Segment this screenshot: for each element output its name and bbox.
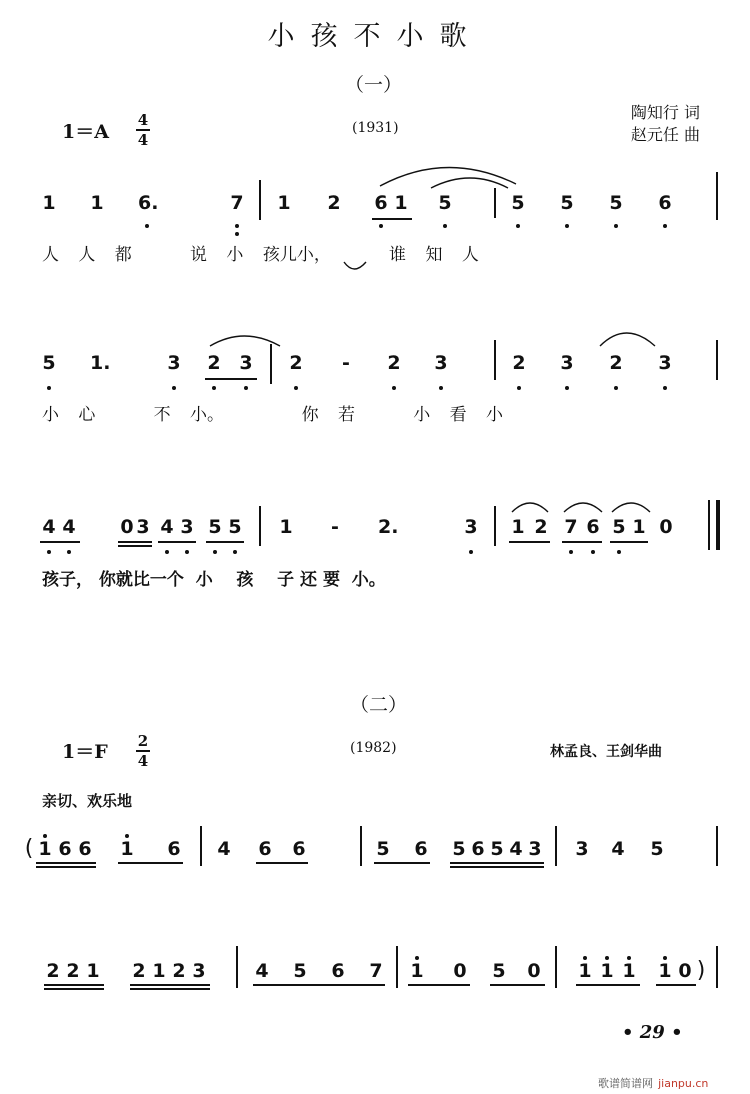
note: 5 (452, 838, 466, 860)
octave-dot (614, 386, 618, 390)
note: 1 (658, 960, 672, 982)
composer-credit: 赵元任 曲 (630, 125, 700, 144)
octave-dot-high (605, 956, 609, 960)
octave-dot (47, 550, 51, 554)
octave-dot-high (583, 956, 587, 960)
watermark (598, 1072, 708, 1091)
octave-dot (663, 224, 667, 228)
octave-dot (233, 550, 237, 554)
note: 1. (90, 352, 111, 374)
note: 4 (217, 838, 231, 860)
slur (512, 503, 548, 512)
note: 1 (578, 960, 592, 982)
note: 5 (438, 192, 452, 214)
note: 2 (512, 352, 526, 374)
note: 5 (490, 838, 504, 860)
note: 0 (120, 516, 134, 538)
note: 2. (378, 516, 399, 538)
note: - (342, 352, 350, 374)
octave-dot (614, 224, 618, 228)
note: 3 (167, 352, 181, 374)
note: 0 (453, 960, 467, 982)
octave-dot (439, 386, 443, 390)
note: 0 (527, 960, 541, 982)
note: 2 (534, 516, 548, 538)
note: 6 (58, 838, 72, 860)
slur (431, 178, 508, 188)
octave-dot (235, 232, 239, 236)
octave-dot (392, 386, 396, 390)
note: 1 (120, 838, 134, 860)
note: 3 (575, 838, 589, 860)
note: 6 (374, 192, 388, 214)
note: 1 (410, 960, 424, 982)
note: 1 (86, 960, 100, 982)
note: 1 (600, 960, 614, 982)
note: 5 (376, 838, 390, 860)
note: 1 (152, 960, 166, 982)
octave-dot (185, 550, 189, 554)
lyricist-credit: 陶知行 词 (630, 103, 700, 122)
note: 2 (289, 352, 303, 374)
note: 4 (62, 516, 76, 538)
note: 5 (228, 516, 242, 538)
slur (612, 503, 650, 512)
octave-dot (244, 386, 248, 390)
note: 1 (279, 516, 293, 538)
key-signature-2: 1＝F (62, 741, 108, 763)
note: 1 (38, 838, 52, 860)
note: 6 (331, 960, 345, 982)
key-signature-1: 1＝A (62, 121, 109, 143)
octave-dot (565, 386, 569, 390)
note: 3 (192, 960, 206, 982)
octave-dot (379, 224, 383, 228)
note: 1 (394, 192, 408, 214)
note: 5 (42, 352, 56, 374)
note: 4 (611, 838, 625, 860)
note: 7 (564, 516, 578, 538)
watermark-url: jianpu.cn (658, 1077, 709, 1090)
note: 3 (560, 352, 574, 374)
octave-dot (591, 550, 595, 554)
note: 5 (208, 516, 222, 538)
slur (564, 503, 602, 512)
note: 1 (277, 192, 291, 214)
octave-dot (294, 386, 298, 390)
note: 5 (511, 192, 525, 214)
slur (210, 336, 280, 346)
repeat-close-paren: ) (696, 958, 706, 983)
note: 5 (293, 960, 307, 982)
octave-dot-high (663, 956, 667, 960)
octave-dot (212, 386, 216, 390)
octave-dot-high (415, 956, 419, 960)
octave-dot (516, 224, 520, 228)
note: 4 (255, 960, 269, 982)
note: 3 (136, 516, 150, 538)
note: 6. (138, 192, 159, 214)
octave-dot (165, 550, 169, 554)
octave-dot-high (627, 956, 631, 960)
note: 5 (560, 192, 574, 214)
time-bottom-2: 4 (137, 752, 149, 770)
note: 4 (509, 838, 523, 860)
note: 6 (167, 838, 181, 860)
octave-dot (145, 224, 149, 228)
note: 6 (586, 516, 600, 538)
tempo-marking: 亲切、欢乐地 (42, 792, 133, 810)
octave-dot-high (125, 834, 129, 838)
note: 1 (511, 516, 525, 538)
note: 1 (622, 960, 636, 982)
note: 2 (207, 352, 221, 374)
octave-dot (235, 224, 239, 228)
section-heading-2: （二） (350, 694, 408, 716)
octave-dot (172, 386, 176, 390)
note: 3 (180, 516, 194, 538)
note: 3 (434, 352, 448, 374)
note: 4 (160, 516, 174, 538)
lyrics-row-1: 人 人 都 说 小 孩儿小， 谁 知 人 (42, 245, 479, 265)
octave-dot (469, 550, 473, 554)
note: 6 (471, 838, 485, 860)
octave-dot-high (43, 834, 47, 838)
page-number: • 29 • (622, 1022, 683, 1043)
note: 2 (609, 352, 623, 374)
song-title: 小孩不小歌 (267, 21, 483, 52)
year-1: (1931) (352, 120, 399, 136)
octave-dot (569, 550, 573, 554)
time-bottom-1: 4 (137, 131, 149, 149)
note: 6 (258, 838, 272, 860)
note: 6 (78, 838, 92, 860)
note: 3 (658, 352, 672, 374)
note: 5 (650, 838, 664, 860)
note: 0 (659, 516, 673, 538)
note: 3 (464, 516, 478, 538)
note: 3 (239, 352, 253, 374)
note: 6 (658, 192, 672, 214)
octave-dot (47, 386, 51, 390)
note: 4 (42, 516, 56, 538)
note: - (331, 516, 339, 538)
lyrics-row-3: 孩子， 你就比一个 小 孩 子 还 要 小。 (42, 570, 386, 590)
note: 1 (90, 192, 104, 214)
slur (600, 333, 655, 346)
note: 2 (327, 192, 341, 214)
octave-dot (213, 550, 217, 554)
octave-dot (443, 224, 447, 228)
time-top-2: 2 (137, 732, 149, 750)
repeat-open-paren: ( (24, 836, 34, 861)
section-heading-1: （一） (345, 74, 403, 96)
note: 2 (66, 960, 80, 982)
note: 5 (492, 960, 506, 982)
year-2: (1982) (350, 740, 397, 756)
note: 6 (414, 838, 428, 860)
note: 7 (230, 192, 244, 214)
watermark-site: 歌谱简谱网 (598, 1077, 653, 1090)
time-top-1: 4 (137, 111, 149, 129)
octave-dot (565, 224, 569, 228)
slur (344, 262, 366, 269)
note: 2 (46, 960, 60, 982)
octave-dot (617, 550, 621, 554)
note: 7 (369, 960, 383, 982)
note: 1 (42, 192, 56, 214)
note: 2 (387, 352, 401, 374)
octave-dot (517, 386, 521, 390)
composers-credit-2: 林孟良、王剑华曲 (550, 744, 662, 760)
note: 5 (612, 516, 626, 538)
octave-dot (663, 386, 667, 390)
note: 2 (172, 960, 186, 982)
note: 1 (632, 516, 646, 538)
note: 0 (678, 960, 692, 982)
note: 5 (609, 192, 623, 214)
note: 2 (132, 960, 146, 982)
octave-dot (67, 550, 71, 554)
lyrics-row-2: 小 心 不 小。 你 若 小 看 小 (42, 405, 504, 425)
note: 6 (292, 838, 306, 860)
note: 3 (528, 838, 542, 860)
